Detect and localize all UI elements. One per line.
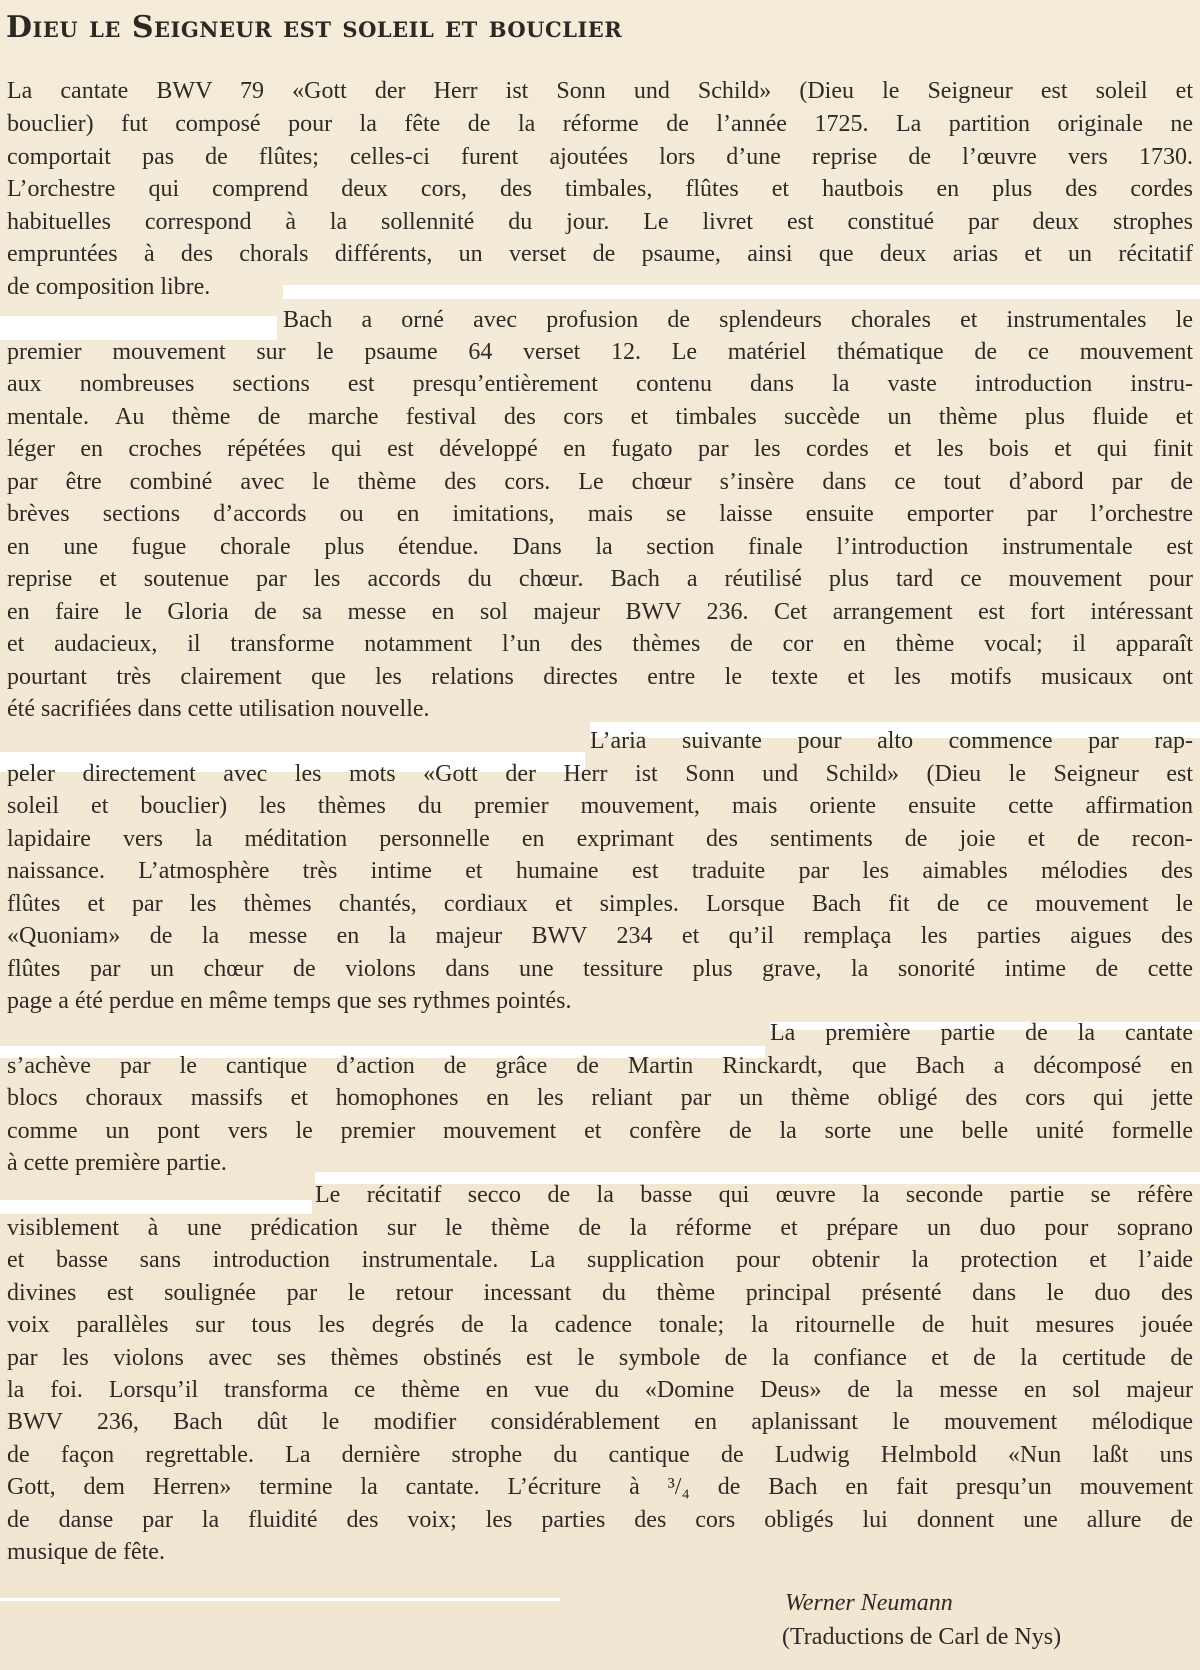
- text-line: empruntées à des chorals différents, un verset de psaume, ainsi que deux arias et un récitatif: [7, 241, 1193, 267]
- text-line: et audacieux, il transforme notamment l’un des thèmes de cor en thème vocal; il apparaît: [7, 631, 1193, 657]
- text-line: comme un pont vers le premier mouvement et confère de la sorte une belle unité formelle: [7, 1118, 1193, 1144]
- text-line: «Quoniam» de la messe en la majeur BWV 234 et qu’il remplaça les parties aigues des: [7, 923, 1193, 949]
- text-line: La première partie de la cantate: [770, 1020, 1193, 1046]
- text-line: comportait pas de flûtes; celles-ci furent ajoutées lors d’une reprise de l’œuvre vers 1730.: [7, 144, 1193, 170]
- text-line: de composition libre.: [7, 274, 211, 300]
- text-line: divines est soulignée par le retour incessant du thème principal présenté dans le duo des: [7, 1280, 1193, 1306]
- text-line: bouclier) fut composé pour la fête de la réforme de l’année 1725. La partition originale ne: [7, 111, 1193, 137]
- text-line: BWV 236, Bach dût le modifier considérablement en aplanissant le mouvement mélodique: [7, 1409, 1193, 1435]
- text-line: en faire le Gloria de sa messe en sol majeur BWV 236. Cet arrangement est fort intéressant: [7, 599, 1193, 625]
- text-line: blocs choraux massifs et homophones en les reliant par un thème obligé des cors qui jette: [7, 1085, 1193, 1111]
- text-line: flûtes par un chœur de violons dans une tessiture plus grave, la sonorité intime de cette: [7, 956, 1193, 982]
- scan-gap: [0, 1598, 560, 1601]
- text-line: La cantate BWV 79 «Gott der Herr ist Sonn und Schild» (Dieu le Seigneur est soleil et: [7, 78, 1193, 104]
- text-line: de danse par la fluidité des voix; les parties des cors obligés lui donnent une allure de: [7, 1507, 1193, 1533]
- text-line: reprise et soutenue par les accords du chœur. Bach a réutilisé plus tard ce mouvement pour: [7, 566, 1193, 592]
- text-line: de façon regrettable. La dernière strophe du cantique de Ludwig Helmbold «Nun laßt uns: [7, 1442, 1193, 1468]
- text-line: voix parallèles sur tous les degrés de la cadence tonale; la ritournelle de huit mesures jouée: [7, 1312, 1193, 1338]
- text-line: visiblement à une prédication sur le thème de la réforme et prépare un duo pour soprano: [7, 1215, 1193, 1241]
- text-line: par les violons avec ses thèmes obstinés est le symbole de la confiance et de la certitude de: [7, 1345, 1193, 1371]
- text-line: pourtant très clairement que les relations directes entre le texte et les motifs musicaux ont: [7, 664, 1193, 690]
- text-line: la foi. Lorsqu’il transforma ce thème en vue du «Domine Deus» de la messe en sol majeur: [7, 1377, 1193, 1403]
- text-line: aux nombreuses sections est presqu’entièrement contenu dans la vaste introduction instru-: [7, 371, 1193, 397]
- text-line: mentale. Au thème de marche festival des cors et timbales succède un thème plus fluide et: [7, 404, 1193, 430]
- text-line: soleil et bouclier) les thèmes du premier mouvement, mais oriente ensuite cette affirmation: [7, 793, 1193, 819]
- text-line: lapidaire vers la méditation personnelle en exprimant des sentiments de joie et de recon-: [7, 826, 1193, 852]
- text-line: s’achève par le cantique d’action de grâce de Martin Rinckardt, que Bach a décomposé en: [7, 1053, 1193, 1079]
- text-line: par être combiné avec le thème des cors. Le chœur s’insère dans ce tout d’abord par de: [7, 469, 1193, 495]
- text-line: habituelles correspond à la sollennité du jour. Le livret est constitué par deux strophes: [7, 209, 1193, 235]
- text-line: léger en croches répétées qui est développé en fugato par les cordes et les bois et qui finit: [7, 436, 1193, 462]
- text-line: page a été perdue en même temps que ses rythmes pointés.: [7, 988, 572, 1014]
- text-line: flûtes et par les thèmes chantés, cordiaux et simples. Lorsque Bach fit de ce mouvement le: [7, 891, 1193, 917]
- text-line: Gott, dem Herren» termine la cantate. L’écriture à ³/₄ de Bach en fait presqu’un mouvement: [7, 1474, 1193, 1500]
- text-line: et basse sans introduction instrumentale. La supplication pour obtenir la protection et l’aide: [7, 1247, 1193, 1273]
- author-signature: Werner Neumann: [785, 1590, 953, 1616]
- text-line: premier mouvement sur le psaume 64 verset 12. Le matériel thématique de ce mouvement: [7, 339, 1193, 365]
- text-line: L’orchestre qui comprend deux cors, des timbales, flûtes et hautbois en plus des cordes: [7, 176, 1193, 202]
- page-title: Dieu le Seigneur est soleil et bouclier: [6, 10, 623, 45]
- text-line: L’aria suivante pour alto commence par rap-: [590, 728, 1193, 754]
- text-line: musique de fête.: [7, 1539, 165, 1565]
- translator-credit: (Traductions de Carl de Nys): [782, 1624, 1062, 1650]
- text-line: été sacrifiées dans cette utilisation nouvelle.: [7, 696, 430, 722]
- text-line: en une fugue chorale plus étendue. Dans la section finale l’introduction instrumentale est: [7, 534, 1193, 560]
- text-line: Bach a orné avec profusion de splendeurs chorales et instrumentales le: [283, 307, 1193, 333]
- text-line: naissance. L’atmosphère très intime et humaine est traduite par les aimables mélodies des: [7, 858, 1193, 884]
- text-line: brèves sections d’accords ou en imitations, mais se laisse ensuite emporter par l’orchestre: [7, 501, 1193, 527]
- text-line: Le récitatif secco de la basse qui œuvre la seconde partie se réfère: [315, 1182, 1193, 1208]
- text-line: peler directement avec les mots «Gott der Herr ist Sonn und Schild» (Dieu le Seigneur est: [7, 761, 1193, 787]
- text-line: à cette première partie.: [7, 1150, 227, 1176]
